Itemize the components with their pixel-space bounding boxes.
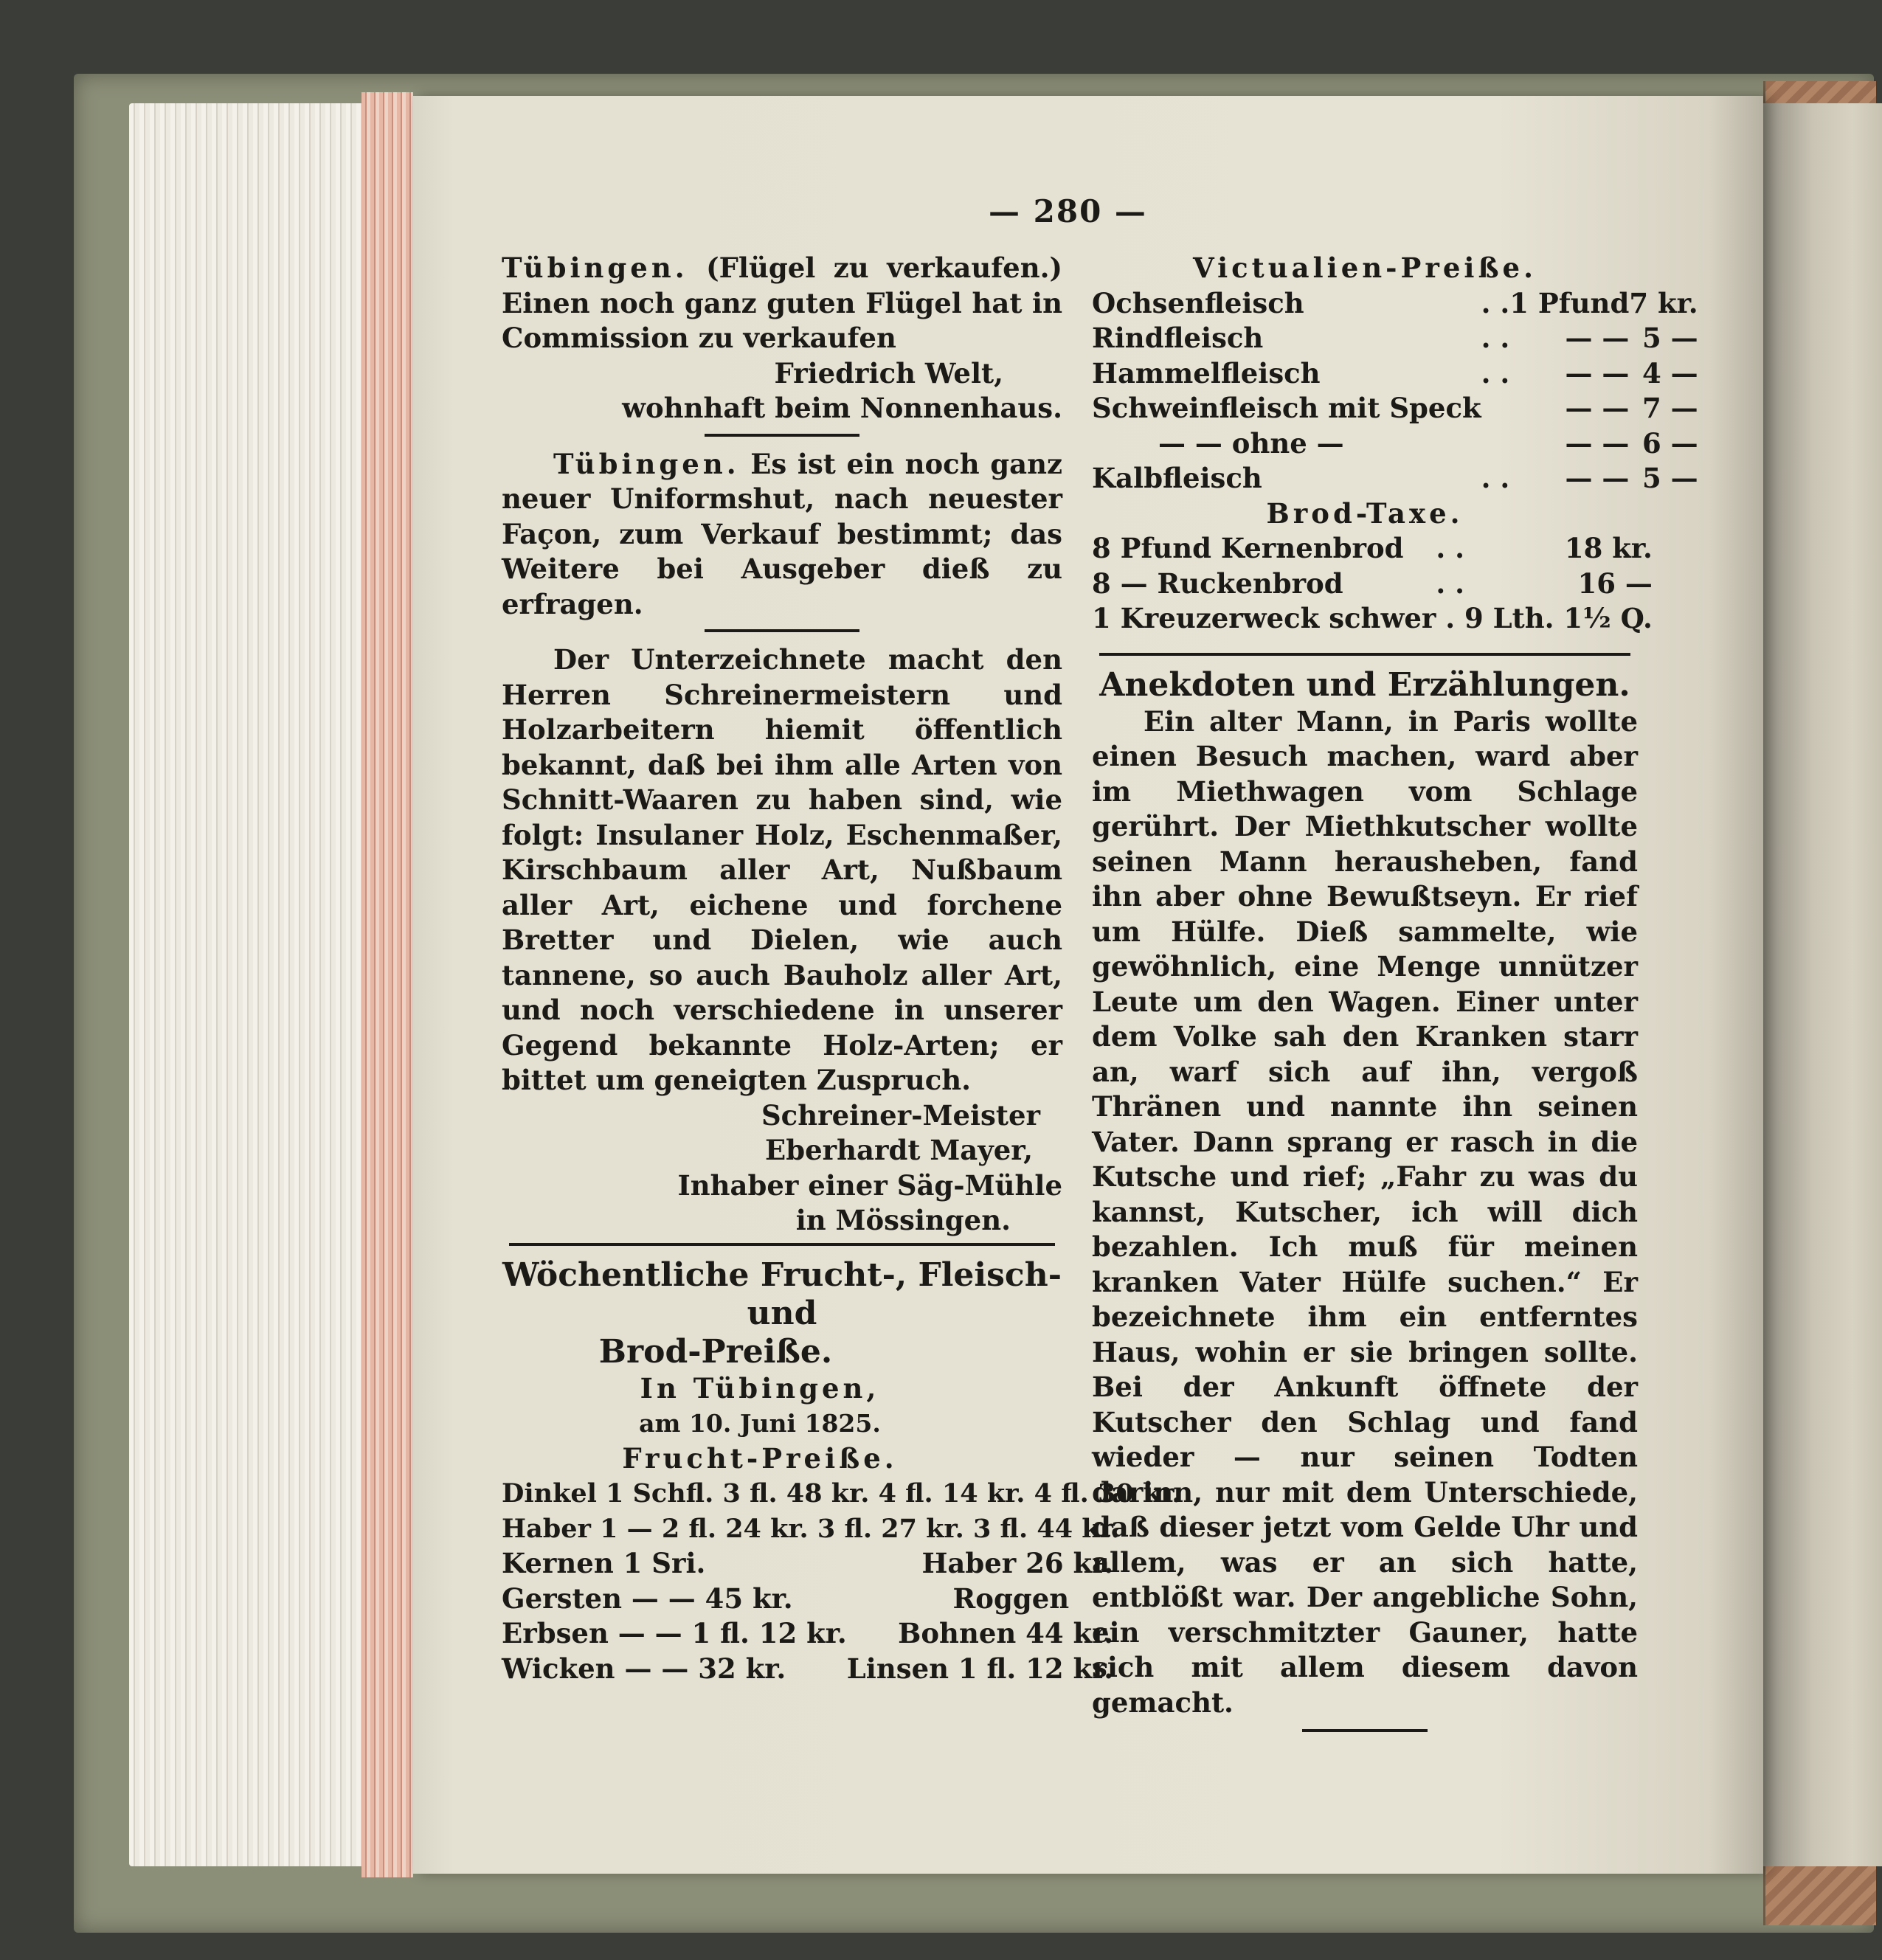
table-row: [1092, 286, 1698, 322]
table-row: [1092, 391, 1698, 426]
table-cell: Roggen: [952, 1582, 1070, 1615]
ad-fluegel-title: Tübingen.: [502, 252, 688, 284]
prices-heading-1: Wöchentliche Frucht-, Fleisch- und: [502, 1256, 1062, 1332]
table-cell: — —: [1565, 392, 1630, 424]
table-cell: Ochsenfleisch: [1092, 286, 1304, 319]
ad-uniformshut: [502, 447, 1062, 623]
prices-place: In Tübingen,: [640, 1371, 880, 1405]
table-cell: Rindfleisch: [1092, 322, 1264, 354]
table-cell: 7 kr.: [1629, 286, 1698, 319]
ad-fluegel-sign2: wohnhaft beim Nonnenhaus.: [622, 392, 1062, 424]
table-cell: Kernen 1 Sri.: [502, 1547, 706, 1579]
grain-price-table: [502, 1546, 1113, 1686]
table-row: [502, 1582, 1113, 1617]
table-cell: — —: [1565, 356, 1630, 389]
ad-schnittwaaren-body: Der Unterzeichnete macht den Herren Schreinermeistern und Holzarbeitern hiemit öffentlich bekannt, daß bei ihm alle Arten von Schnitt-Waaren zu haben sind, wie folgt: Insulaner Holz, Eschenmaßer, Kirschbaum aller Art, Nußbaum aller Art, eichene und forchene Bretter und Dielen, wie auch tannene, so auch Bauholz aller Art, und noch verschiedene in unserer Gegend bekannte Holz-Arten; er bittet um geneigten Zuspruch.: [502, 643, 1062, 1096]
table-cell: . .: [1481, 462, 1510, 494]
table-row: [1092, 356, 1698, 392]
divider: [1302, 1729, 1428, 1732]
table-cell: 8 — Ruckenbrod: [1092, 567, 1343, 600]
table-cell: — — ohne —: [1158, 426, 1344, 460]
table-cell: 7 —: [1641, 392, 1698, 424]
table-cell: 1 Pfund: [1509, 286, 1630, 319]
victualien-heading: Victualien-Preiße.: [1193, 252, 1537, 284]
table-cell: Erbsen — — 1 fl. 12 kr.: [502, 1617, 847, 1649]
ad-fluegel-body: Einen noch ganz guten Flügel hat in Commission zu verkaufen: [502, 286, 1062, 354]
price-row-haber: Haber 1 — 2 fl. 24 kr. 3 fl. 27 kr. 3 fl. 44 kr.: [502, 1513, 1120, 1544]
right-column: [1092, 251, 1698, 1742]
prices-date: am 10. Juni 1825.: [639, 1409, 881, 1438]
table-cell: 5 —: [1641, 462, 1698, 494]
ad-uniformshut-title: Tübingen.: [553, 447, 740, 480]
ad-fluegel-subtitle: (Flügel zu verkaufen.): [706, 252, 1062, 284]
table-cell: — —: [1565, 322, 1630, 354]
victualien-table: [1092, 286, 1698, 496]
table-cell: Gersten — — 45 kr.: [502, 1582, 793, 1615]
table-cell: 6 —: [1641, 426, 1698, 460]
table-cell: Wicken — — 32 kr.: [502, 1652, 786, 1685]
story-body: Ein alter Mann, in Paris wollte einen Besuch machen, ward aber im Miethwagen vom Schlage gerührt. Der Miethkutscher wollte seinen Mann herausheben, fand ihn aber ohne Bewußtseyn. Er rief um Hülfe. Dieß sammelte, wie gewöhnlich, eine Menge unnützer Leute um den Wagen. Einer unter dem Volke sah den Kranken starr an, warf sich auf ihn, vergoß Thränen und nannte ihn seinen Vater. Dann sprang er rasch in die Kutsche und rief; „Fahr zu was du kannst, Kutscher, ich will dich bezahlen. Ich muß für meinen kranken Vater Hülfe suchen.“ Er bezeichnete ihm ein entferntes Haus, wohin er sie bringen sollte. Bei der Ankunft öffnete der Kutscher den Schlag und fand wieder — nur seinen Todten darinn, nur mit dem Unterschiede, daß dieser jetzt vom Gelde Uhr und allem, was er an sich hatte, entblößt war. Der angebliche Sohn, ein verschmitzter Gauner, hatte sich mit allem diesem davon gemacht.: [1092, 704, 1638, 1719]
table-row: [1092, 601, 1653, 637]
ad-schnittwaaren-sign3: Inhaber einer Säg-Mühle: [677, 1168, 1062, 1202]
table-row: [1092, 426, 1698, 462]
table-cell: Hammelfleisch: [1092, 356, 1321, 389]
table-row: [1092, 531, 1653, 567]
page-edges: [129, 103, 395, 1866]
table-cell: 16 —: [1577, 567, 1653, 600]
table-cell: . .: [1481, 322, 1510, 354]
ad-fluegel: [502, 251, 1062, 356]
table-cell: 5 —: [1641, 322, 1698, 354]
book-gutter: [1760, 103, 1882, 1866]
ad-schnittwaaren-sign2: Eberhardt Mayer,: [765, 1134, 1033, 1166]
page-number: — 280 —: [989, 193, 1147, 229]
table-cell: Haber 26 kr.: [921, 1547, 1114, 1579]
table-cell: 1 Kreuzerweck schwer: [1092, 602, 1436, 634]
divider: [705, 434, 859, 437]
divider: [1099, 653, 1630, 656]
ad-fluegel-sign1: Friedrich Welt,: [774, 356, 1003, 389]
table-cell: Bohnen 44 kr.: [898, 1617, 1114, 1649]
table-cell: . .: [1481, 356, 1510, 389]
table-row: [1092, 567, 1653, 602]
table-cell: . .: [1481, 286, 1510, 319]
table-cell: . .: [1436, 567, 1465, 600]
table-row: [1092, 321, 1698, 356]
table-row: [502, 1616, 1113, 1652]
table-row: [1092, 461, 1698, 496]
table-cell: 18 kr.: [1564, 532, 1653, 564]
prices-heading-2: Brod-Preiße.: [598, 1332, 833, 1371]
ad-schnittwaaren-sign1: Schreiner-Meister: [761, 1098, 1040, 1132]
story-heading: Anekdoten und Erzählungen.: [1099, 665, 1630, 704]
table-row: [502, 1546, 1113, 1582]
ad-schnittwaaren-sign4: in Mössingen.: [795, 1204, 1011, 1236]
table-row: [502, 1652, 1113, 1687]
table-cell: Linsen 1 fl. 12 kr.: [846, 1652, 1114, 1685]
table-cell: 4 —: [1641, 356, 1698, 389]
prices-subheading: Frucht-Preiße.: [622, 1441, 898, 1475]
table-cell: — —: [1565, 426, 1630, 460]
divider: [705, 629, 859, 632]
table-cell: [1481, 391, 1510, 426]
table-cell: [1481, 426, 1510, 462]
table-cell: — —: [1565, 462, 1630, 494]
table-cell: Kalbfleisch: [1092, 462, 1262, 494]
table-cell: . .: [1436, 532, 1465, 564]
table-cell: 9 Lth. 1½ Q.: [1464, 602, 1653, 634]
ad-uniformshut-body: Es ist ein noch ganz neuer Uniformshut, nach neuester Façon, zum Verkauf bestimmt; das Weitere bei Ausgeber dieß zu erfragen.: [502, 447, 1062, 620]
table-cell: .: [1445, 602, 1456, 634]
brod-taxe-heading: Brod-Taxe.: [1266, 496, 1464, 530]
red-page-edge: [361, 92, 413, 1877]
table-cell: 8 Pfund Kernenbrod: [1092, 532, 1404, 564]
divider: [509, 1243, 1055, 1246]
brod-taxe-table: [1092, 531, 1653, 637]
table-cell: Schweinfleisch mit Speck: [1092, 392, 1481, 424]
price-row-dinkel: Dinkel 1 Schfl. 3 fl. 48 kr. 4 fl. 14 kr. 4 fl. 30 kr.: [502, 1478, 1181, 1509]
